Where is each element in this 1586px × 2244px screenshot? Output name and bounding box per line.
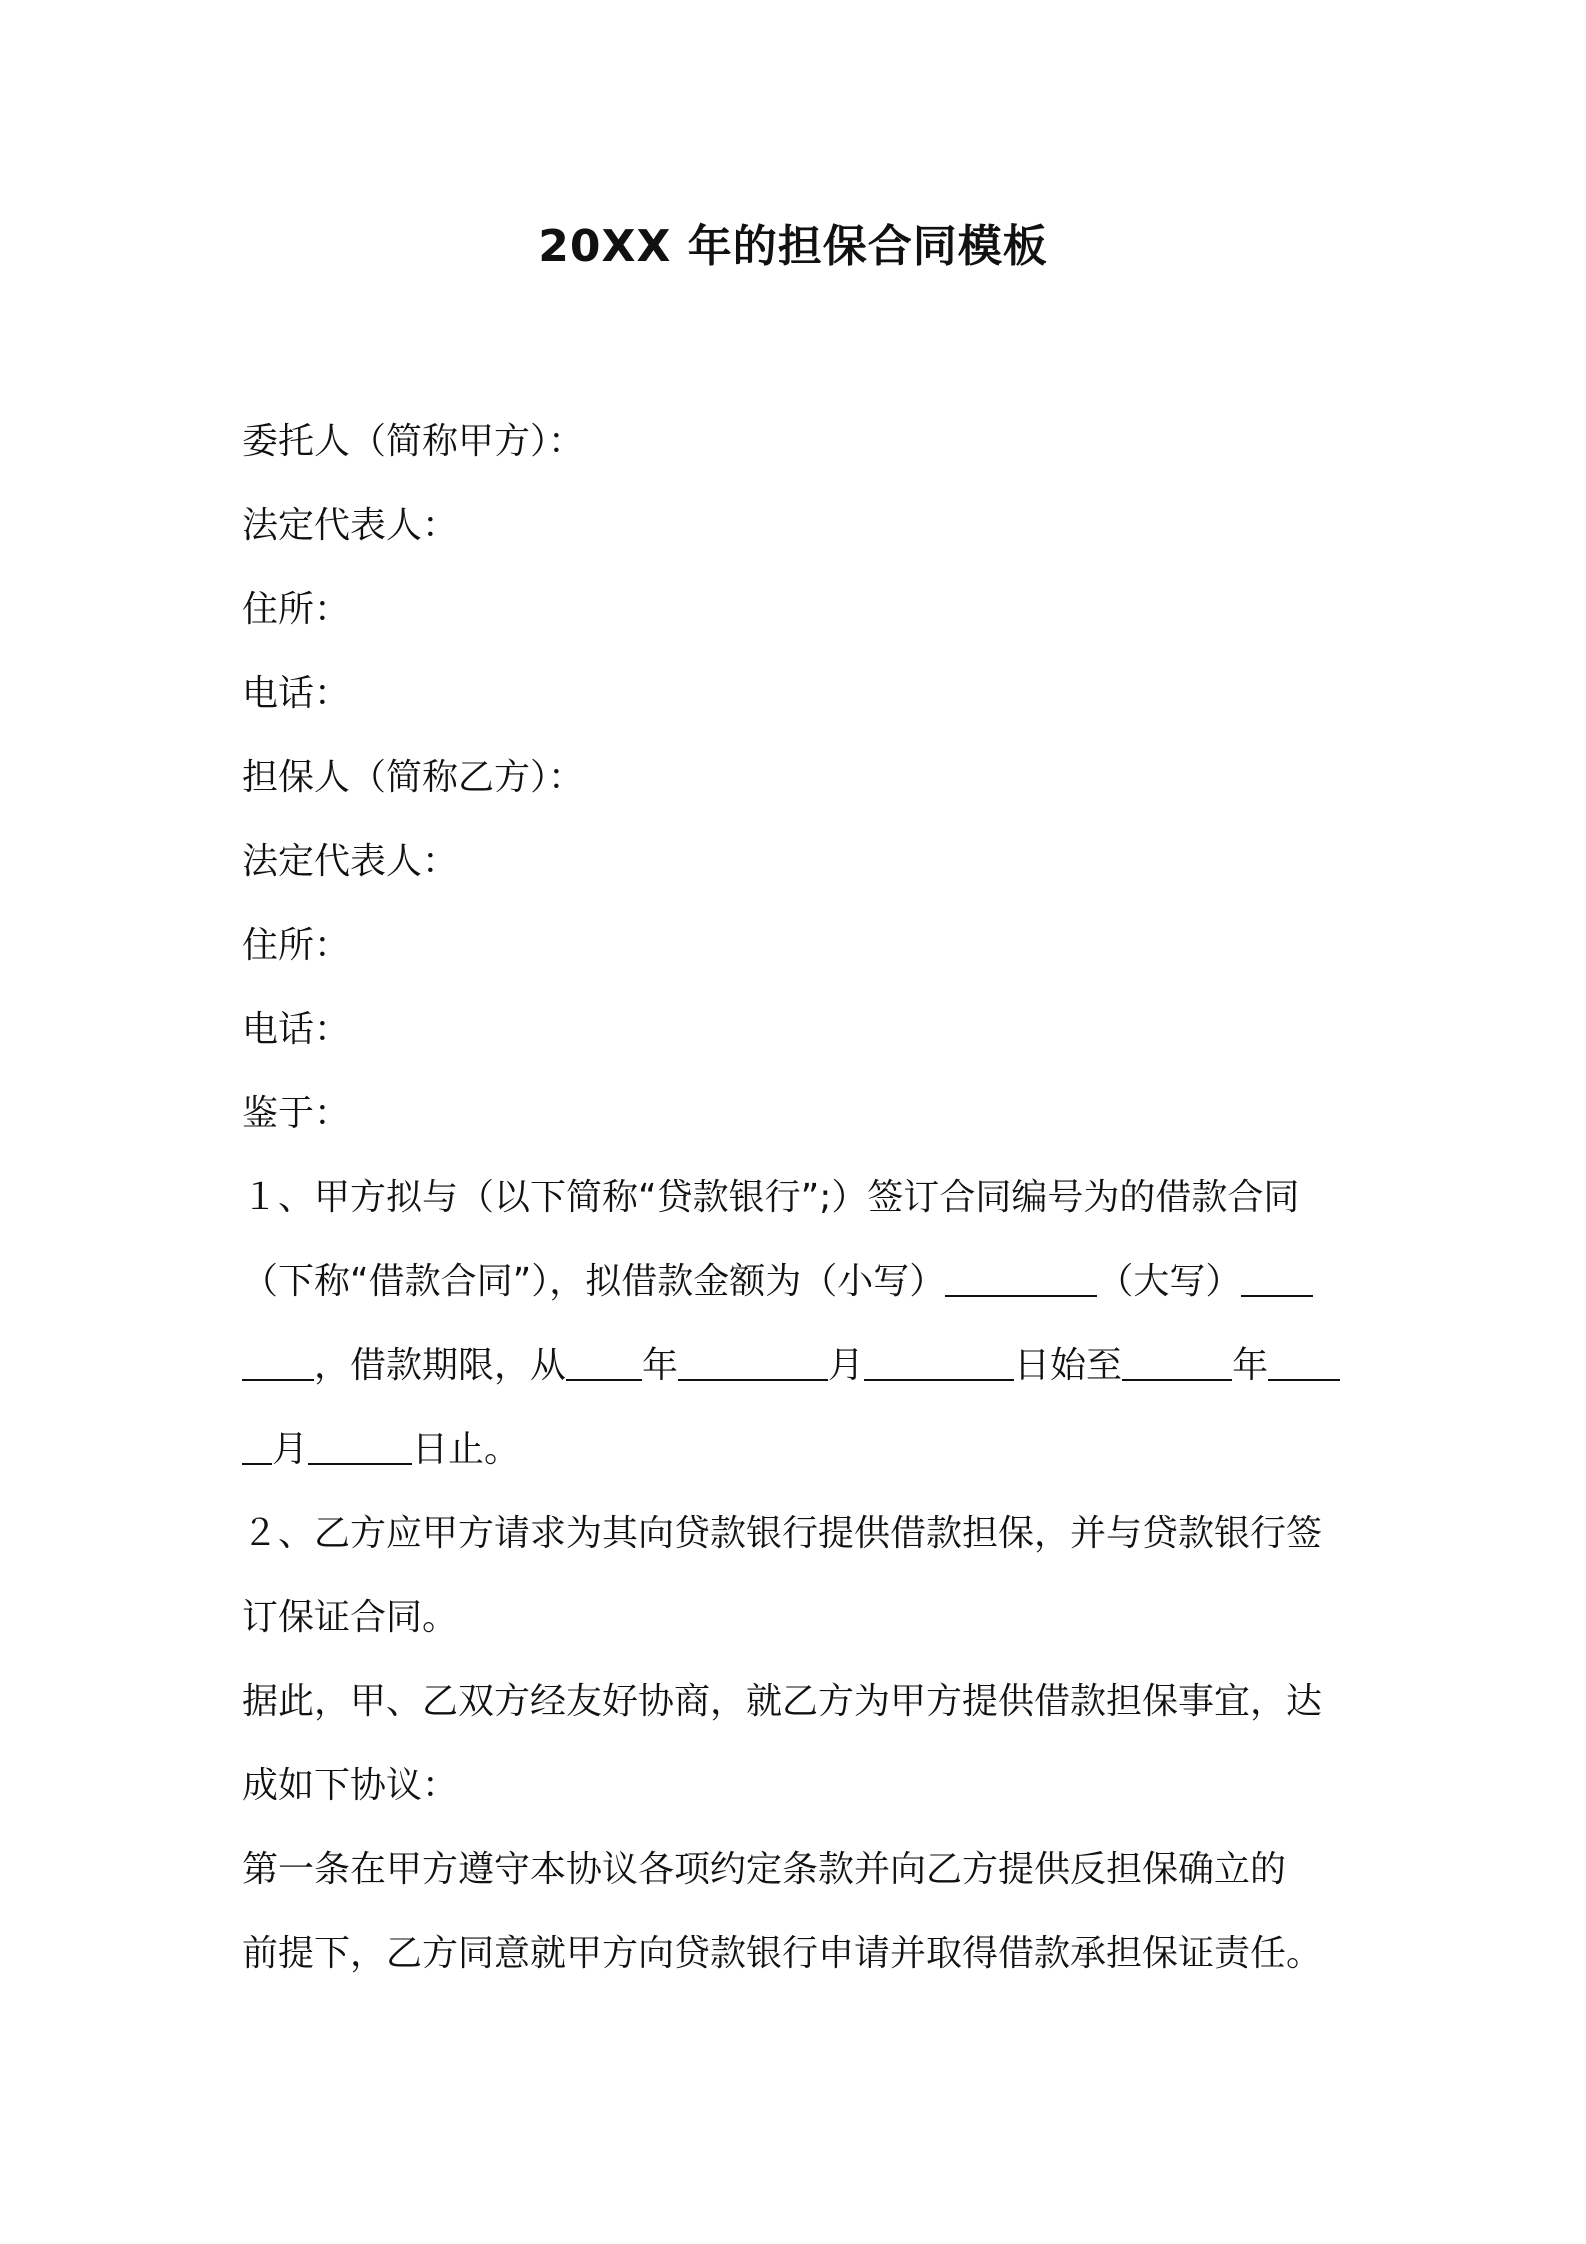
clause1-line4	[242, 1408, 1354, 1492]
amount-uppercase-blank-cont	[242, 1345, 314, 1381]
party-a-representative: 法定代表人：	[242, 505, 459, 546]
agreement-line2: 成如下协议：	[242, 1765, 459, 1806]
clause1-start-label: 日始至	[1014, 1345, 1123, 1386]
party-b-address: 住所：	[242, 925, 351, 966]
article1-line1: 第一条在甲方遵守本协议各项约定条款并向乙方提供反担保确立的	[242, 1849, 1287, 1890]
clause1-amount-label: （下称“借款合同”），拟借款金额为（小写）	[242, 1261, 946, 1302]
article1-line2: 前提下，乙方同意就甲方向贷款银行申请并取得借款承担保证责任。	[242, 1933, 1323, 1974]
party-a-label: 委托人（简称甲方）：	[242, 421, 585, 462]
end-month-blank	[1268, 1345, 1340, 1381]
start-day-blank	[864, 1345, 1014, 1381]
document-title: 20XX 年的担保合同模板	[538, 221, 1048, 272]
agreement-line1: 据此，甲、乙双方经友好协商，就乙方为甲方提供借款担保事宜，达	[242, 1681, 1323, 1722]
clause1-end-year-label: 年	[1232, 1345, 1269, 1386]
clause1-end-label: 日止。	[412, 1429, 521, 1470]
clause2-line2: 订保证合同。	[242, 1597, 459, 1638]
start-month-blank	[678, 1345, 828, 1381]
clause1-term-label: ，借款期限，从	[314, 1345, 567, 1386]
clause2-line1: ２、乙方应甲方请求为其向贷款银行提供借款担保，并与贷款银行签	[242, 1513, 1323, 1554]
end-year-blank	[1122, 1345, 1232, 1381]
amount-lowercase-blank	[945, 1261, 1097, 1297]
clause1-line3	[242, 1324, 1354, 1408]
clause1-uppercase-label: （大写）	[1097, 1261, 1242, 1302]
clause1-end-month-label: 月	[272, 1429, 309, 1470]
end-month-blank-cont	[242, 1429, 272, 1465]
party-b-representative: 法定代表人：	[242, 841, 459, 882]
whereas-heading: 鉴于：	[242, 1093, 351, 1134]
party-b-phone: 电话：	[242, 1009, 351, 1050]
start-year-blank	[566, 1345, 642, 1381]
clause1-line2	[242, 1240, 1354, 1324]
clause1-month-label: 月	[828, 1345, 865, 1386]
party-b-label: 担保人（简称乙方）：	[242, 757, 585, 798]
end-day-blank	[308, 1429, 412, 1465]
clause1-year-label: 年	[642, 1345, 679, 1386]
party-a-address: 住所：	[242, 589, 351, 630]
document-body	[242, 400, 1354, 1996]
clause1-line1: １、甲方拟与（以下简称“贷款银行”;）签订合同编号为的借款合同	[242, 1177, 1300, 1218]
party-a-phone: 电话：	[242, 673, 351, 714]
amount-uppercase-blank	[1241, 1261, 1313, 1297]
